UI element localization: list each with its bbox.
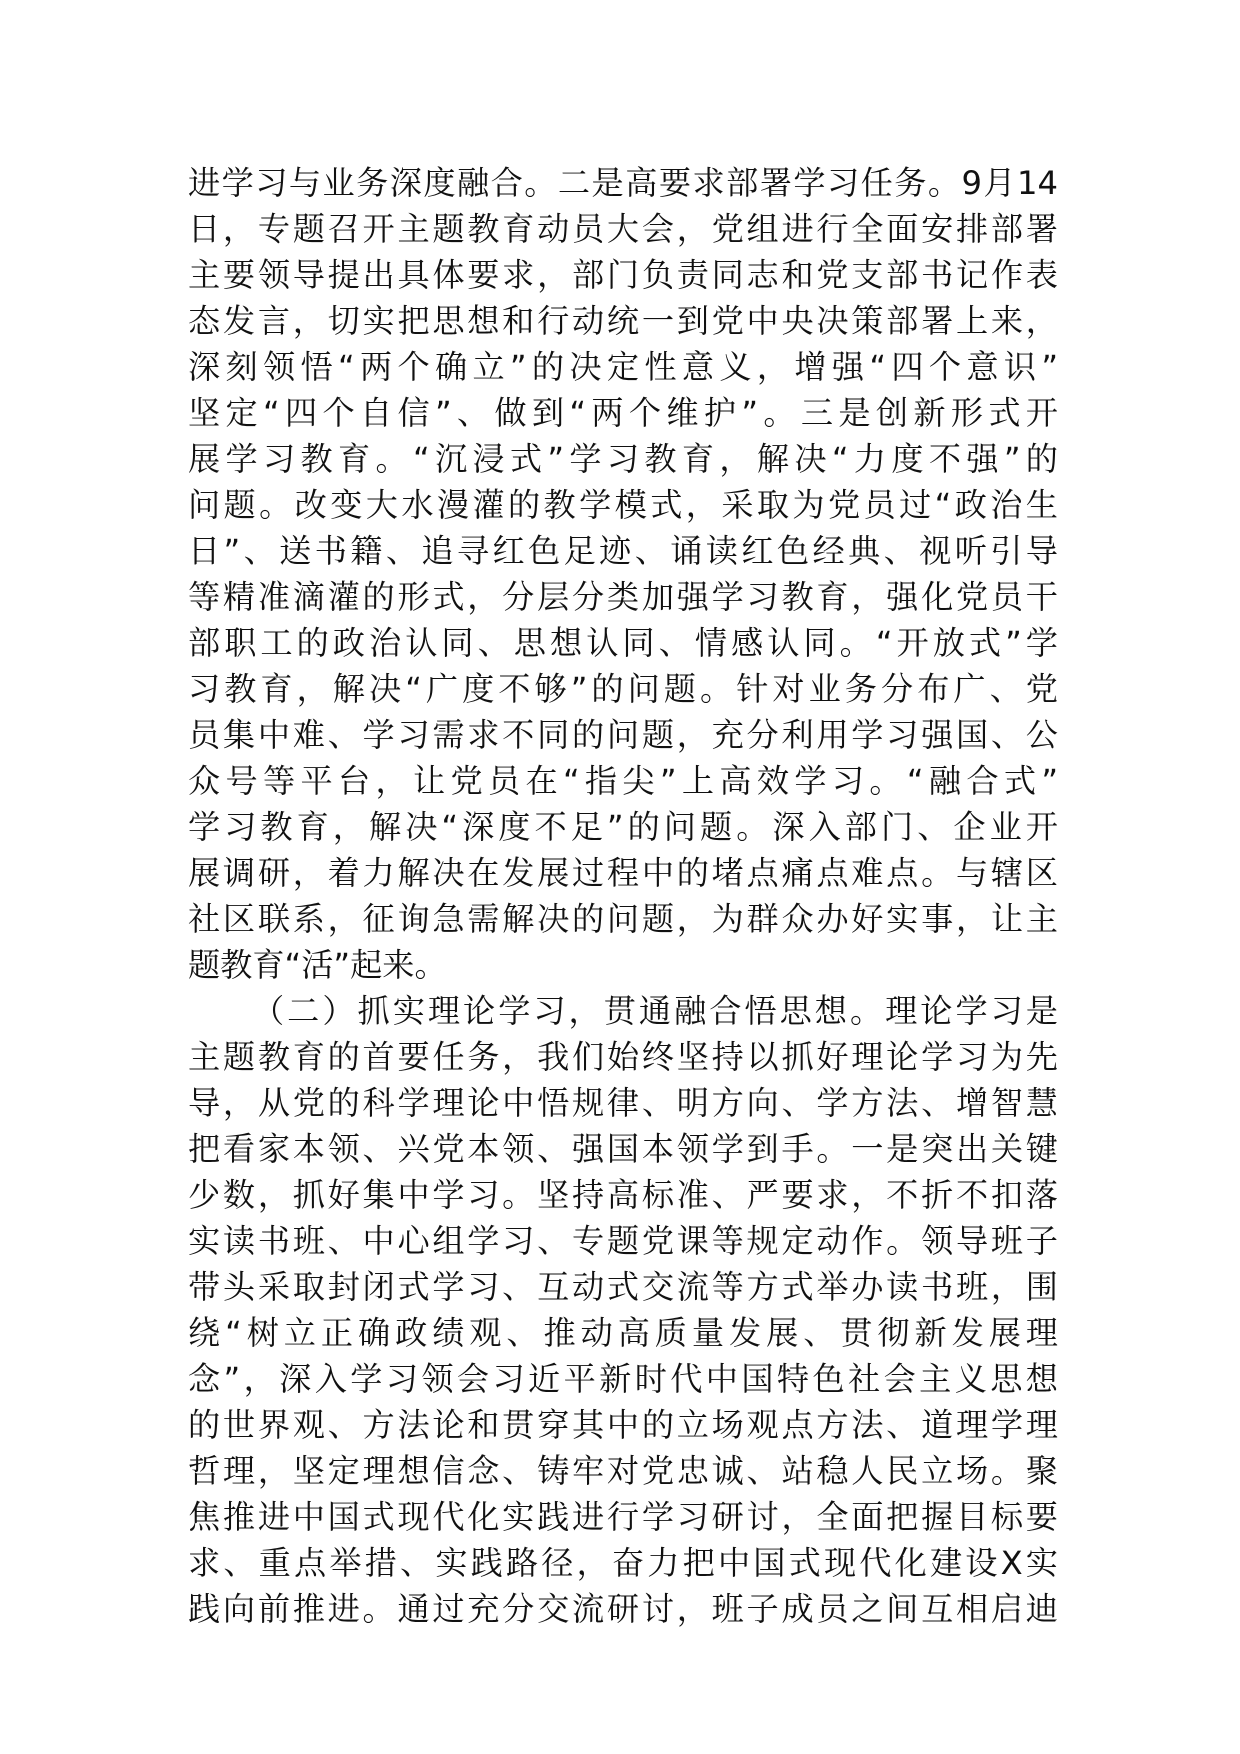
text-line-5: 深刻领悟“两个确立”的决定性意义，增强“四个意识” <box>188 348 1058 386</box>
text-line-14: 众号等平台，让党员在“指尖”上高效学习。“融合式” <box>188 762 1058 800</box>
text-line-7: 展学习教育。“沉浸式”学习教育，解决“力度不强”的 <box>188 440 1058 478</box>
text-line-1: 进学习与业务深度融合。二是高要求部署学习任务。9月14 <box>188 164 1058 202</box>
text-line-11: 部职工的政治认同、思想认同、情感认同。“开放式”学 <box>188 624 1058 662</box>
text-line-32: 践向前推进。通过充分交流研讨，班子成员之间互相启迪 <box>188 1590 1058 1628</box>
text-line-9: 日”、送书籍、追寻红色足迹、诵读红色经典、视听引导 <box>188 532 1058 570</box>
text-line-27: 念”，深入学习领会习近平新时代中国特色社会主义思想 <box>188 1360 1058 1398</box>
body-text <box>188 160 1058 1632</box>
text-line-29: 哲理，坚定理想信念、铸牢对党忠诚、站稳人民立场。聚 <box>188 1452 1058 1490</box>
text-line-12: 习教育，解决“广度不够”的问题。针对业务分布广、党 <box>188 670 1058 708</box>
text-line-8: 问题。改变大水漫灌的教学模式，采取为党员过“政治生 <box>188 486 1058 524</box>
text-line-10: 等精准滴灌的形式，分层分类加强学习教育，强化党员干 <box>188 578 1058 616</box>
text-line-2: 日，专题召开主题教育动员大会，党组进行全面安排部署 <box>188 210 1058 248</box>
text-line-26: 绕“树立正确政绩观、推动高质量发展、贯彻新发展理 <box>188 1314 1058 1352</box>
text-line-21: 导，从党的科学理论中悟规律、明方向、学方法、增智慧 <box>188 1084 1058 1122</box>
text-line-31: 求、重点举措、实践路径，奋力把中国式现代化建设X实 <box>188 1544 1058 1582</box>
text-line-22: 把看家本领、兴党本领、强国本领学到手。一是突出关键 <box>188 1130 1058 1168</box>
text-line-17: 社区联系，征询急需解决的问题，为群众办好实事，让主 <box>188 900 1058 938</box>
text-line-28: 的世界观、方法论和贯穿其中的立场观点方法、道理学理 <box>188 1406 1058 1444</box>
text-line-15: 学习教育，解决“深度不足”的问题。深入部门、企业开 <box>188 808 1058 846</box>
text-line-3: 主要领导提出具体要求，部门负责同志和党支部书记作表 <box>188 256 1058 294</box>
text-line-18: 题教育“活”起来。 <box>188 946 447 984</box>
text-line-25: 带头采取封闭式学习、互动式交流等方式举办读书班，围 <box>188 1268 1058 1306</box>
text-line-20: 主题教育的首要任务，我们始终坚持以抓好理论学习为先 <box>188 1038 1058 1076</box>
text-line-4: 态发言，切实把思想和行动统一到党中央决策部署上来， <box>188 302 1058 340</box>
text-line-23: 少数，抓好集中学习。坚持高标准、严要求，不折不扣落 <box>188 1176 1058 1214</box>
text-line-6: 坚定“四个自信”、做到“两个维护”。三是创新形式开 <box>188 394 1058 432</box>
text-line-19: （二）抓实理论学习，贯通融合悟思想。理论学习是 <box>252 992 1058 1030</box>
text-line-13: 员集中难、学习需求不同的问题，充分利用学习强国、公 <box>188 716 1058 754</box>
text-line-30: 焦推进中国式现代化实践进行学习研讨，全面把握目标要 <box>188 1498 1058 1536</box>
text-line-24: 实读书班、中心组学习、专题党课等规定动作。领导班子 <box>188 1222 1058 1260</box>
text-line-16: 展调研，着力解决在发展过程中的堵点痛点难点。与辖区 <box>188 854 1058 892</box>
